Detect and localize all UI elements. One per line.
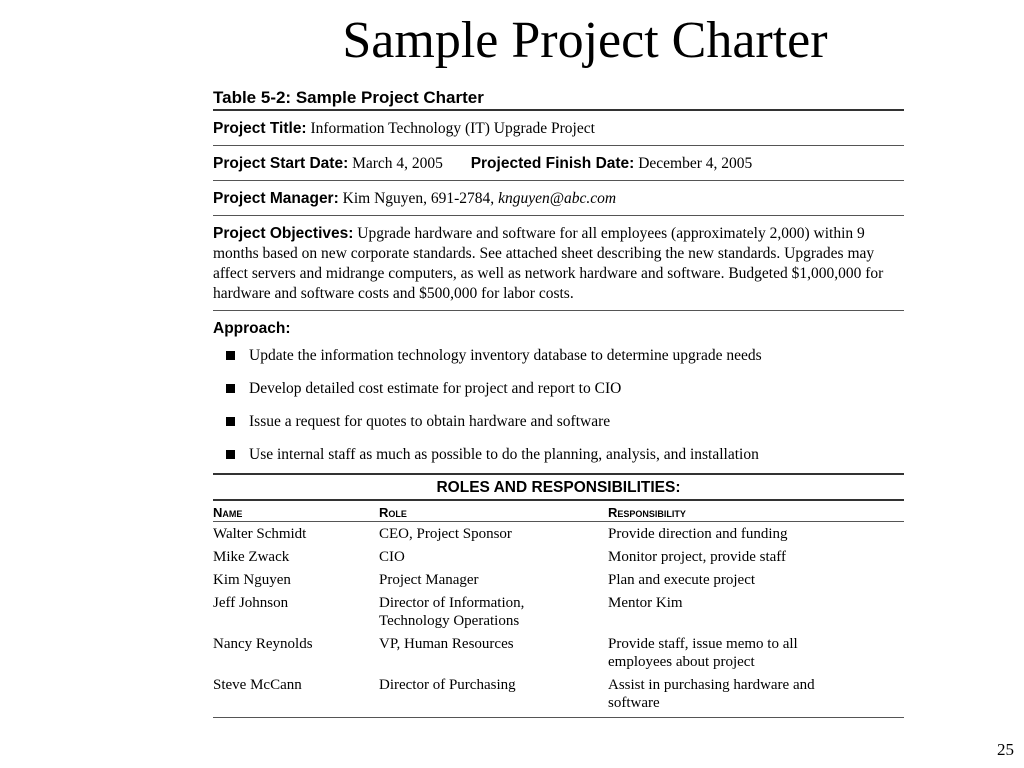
cell-responsibility: Plan and execute project — [608, 572, 756, 588]
manager-value: Kim Nguyen, 691-2784, — [342, 190, 495, 207]
cell-name: Mike Zwack — [213, 549, 290, 565]
cell-responsibility: Assist in purchasing hardware and software — [608, 673, 904, 718]
column-header-role: Role — [379, 501, 608, 522]
cell-role: CIO — [379, 549, 405, 565]
table-row — [213, 673, 904, 718]
table-row — [213, 568, 904, 591]
cell-responsibility: Monitor project, provide staff — [608, 549, 787, 565]
project-title-value: Information Technology (IT) Upgrade Project — [310, 120, 595, 137]
start-date-label: Project Start Date: — [213, 155, 349, 172]
cell-name: Nancy Reynolds — [213, 636, 313, 652]
list-item: Develop detailed cost estimate for project and report to CIO — [213, 374, 904, 407]
cell-role: CEO, Project Sponsor — [379, 526, 512, 542]
table-header-row — [213, 501, 904, 522]
column-header-responsibility: Responsibility — [608, 501, 904, 522]
table-row — [213, 545, 904, 568]
approach-label-row — [213, 311, 904, 341]
objectives-row — [213, 216, 904, 310]
start-date-value: March 4, 2005 — [352, 155, 443, 172]
dates-row — [213, 146, 904, 180]
list-item: Update the information technology inventory database to determine upgrade needs — [213, 341, 904, 374]
table-row — [213, 522, 904, 546]
project-title-label: Project Title: — [213, 120, 307, 137]
slide-title: Sample Project Charter — [342, 12, 828, 69]
list-item: Use internal staff as much as possible to do the planning, analysis, and installation — [213, 440, 904, 473]
column-header-name: Name — [213, 501, 379, 522]
slide-number: 25 — [997, 740, 1014, 759]
table-row — [213, 591, 904, 632]
list-item: Issue a request for quotes to obtain hardware and software — [213, 407, 904, 440]
table-caption: Table 5-2: Sample Project Charter — [213, 88, 484, 107]
roles-table — [213, 501, 904, 718]
table-row — [213, 632, 904, 673]
cell-responsibility: Provide direction and funding — [608, 526, 788, 542]
cell-responsibility: Provide staff, issue memo to all employees about project — [608, 636, 798, 670]
manager-row — [213, 181, 904, 215]
manager-label: Project Manager: — [213, 190, 339, 207]
finish-date-label: Projected Finish Date: — [470, 155, 635, 172]
cell-name: Kim Nguyen — [213, 572, 291, 588]
finish-date-value: December 4, 2005 — [638, 155, 753, 172]
cell-role: VP, Human Resources — [379, 636, 514, 652]
square-bullet-icon — [226, 384, 235, 393]
project-title-row — [213, 111, 904, 145]
approach-list — [213, 341, 904, 473]
approach-label: Approach: — [213, 320, 291, 337]
cell-role: Director of Information, Technology Operations — [379, 595, 525, 629]
objectives-label: Project Objectives: — [213, 225, 354, 242]
cell-role: Project Manager — [379, 572, 479, 588]
project-charter-table — [213, 84, 904, 718]
cell-name: Walter Schmidt — [213, 526, 307, 542]
square-bullet-icon — [226, 450, 235, 459]
cell-responsibility: Mentor Kim — [608, 595, 683, 611]
manager-email: knguyen@abc.com — [498, 190, 617, 207]
square-bullet-icon — [226, 351, 235, 360]
objectives-value: Upgrade hardware and software for all employees (approximately 2,000) within 9 months based on new corporate standards. See attached sheet describing the new standards. Upgrades may affect servers and midrange computers, as well as network hardware and software. Budgeted $1,000,000 for hardware and software costs and $500,000 for labor costs. — [213, 225, 884, 302]
square-bullet-icon — [226, 417, 235, 426]
cell-role: Director of Purchasing — [379, 673, 608, 718]
roles-heading: ROLES AND RESPONSIBILITIES: — [436, 479, 681, 496]
cell-name: Steve McCann — [213, 673, 379, 718]
cell-name: Jeff Johnson — [213, 595, 289, 611]
